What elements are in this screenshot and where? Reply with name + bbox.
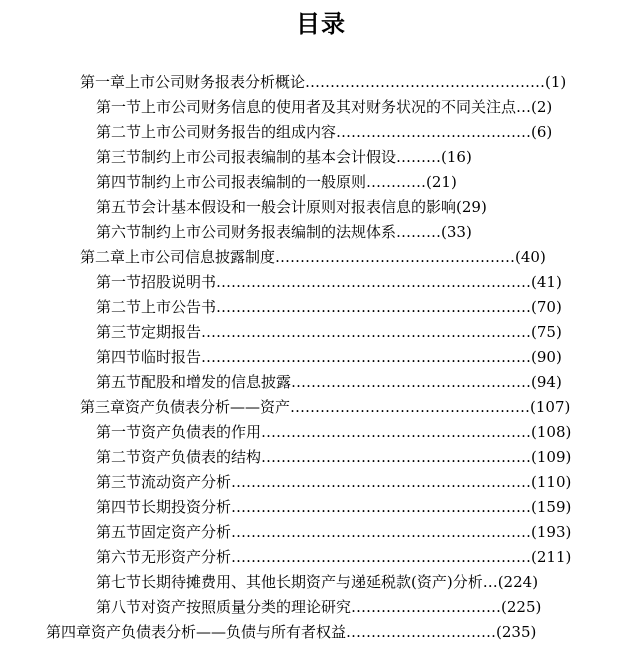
toc-entry-text: 第六节无形资产分析……………………………………………………(211) [96, 548, 572, 566]
toc-entry-text: 第一节资产负债表的作用………………………………………………(108) [96, 423, 572, 441]
toc-entry-text: 第五节会计基本假设和一般会计原则对报表信息的影响(29) [96, 198, 487, 216]
toc-entry-chapter-2[interactable] [80, 245, 546, 270]
toc-entry-text: 第五节固定资产分析……………………………………………………(193) [96, 523, 572, 541]
toc-entry-text: 第四节临时报告…………………………………………………………(90) [96, 348, 562, 366]
toc-entry-text: 第四节长期投资分析……………………………………………………(159) [96, 498, 572, 516]
toc-entry-section[interactable] [96, 470, 571, 495]
toc-entry-section[interactable] [96, 420, 571, 445]
toc-entry-section[interactable] [96, 595, 541, 620]
toc-entry-text: 第五节配股和增发的信息披露…………………………………………(94) [96, 373, 562, 391]
toc-entry-text: 第八节对资产按照质量分类的理论研究…………………………(225) [96, 598, 542, 616]
toc-entry-text: 第三章资产负债表分析——资产…………………………………………(107) [80, 398, 571, 416]
toc-entry-text: 第一节招股说明书………………………………………………………(41) [96, 273, 562, 291]
toc-entry-section[interactable] [96, 445, 571, 470]
toc-entry-text: 第二节资产负债表的结构………………………………………………(109) [96, 448, 572, 466]
toc-entry-text: 第二节上市公告书………………………………………………………(70) [96, 298, 562, 316]
toc-entry-text: 第四节制约上市公司报表编制的一般原则…………(21) [96, 173, 457, 191]
toc-entry-text: 第二章上市公司信息披露制度…………………………………………(40) [80, 248, 546, 266]
toc-entry-section[interactable] [96, 220, 472, 245]
toc-entry-section[interactable] [96, 545, 571, 570]
toc-entry-text: 第一章上市公司财务报表分析概论…………………………………………(1) [80, 73, 567, 91]
toc-entry-chapter-3[interactable] [80, 395, 570, 420]
toc-entry-text: 第三节流动资产分析……………………………………………………(110) [96, 473, 572, 491]
toc-entry-section[interactable] [96, 270, 562, 295]
toc-entry-text: 第六节制约上市公司财务报表编制的法规体系………(33) [96, 223, 472, 241]
toc-entry-text: 第二节上市公司财务报告的组成内容…………………………………(6) [96, 123, 553, 141]
toc-entry-text: 第三节制约上市公司报表编制的基本会计假设………(16) [96, 148, 472, 166]
toc-entry-chapter-1[interactable] [80, 70, 566, 95]
toc-entry-section[interactable] [96, 170, 457, 195]
toc-entry-section[interactable] [96, 345, 562, 370]
toc-entry-section[interactable] [96, 370, 562, 395]
toc-entry-section[interactable] [96, 570, 538, 595]
toc-entry-section[interactable] [96, 120, 552, 145]
page-title: 目录 [296, 10, 346, 38]
toc-entry-section[interactable] [96, 520, 571, 545]
toc-entry-section[interactable] [96, 320, 562, 345]
toc-entry-section[interactable] [96, 295, 562, 320]
toc-entry-text: 第三节定期报告…………………………………………………………(75) [96, 323, 562, 341]
toc-entry-text: 第七节长期待摊费用、其他长期资产与递延税款(资产)分析…(224) [96, 573, 539, 591]
toc-entry-section[interactable] [96, 145, 472, 170]
toc-entry-chapter-4[interactable] [46, 620, 536, 645]
toc-entry-text: 第四章资产负债表分析——负债与所有者权益…………………………(235) [46, 623, 537, 641]
toc-entry-section[interactable] [96, 95, 552, 120]
toc-entry-text: 第一节上市公司财务信息的使用者及其对财务状况的不同关注点…(2) [96, 98, 553, 116]
toc-entry-section[interactable] [96, 495, 571, 520]
toc-entry-section[interactable] [96, 195, 487, 220]
